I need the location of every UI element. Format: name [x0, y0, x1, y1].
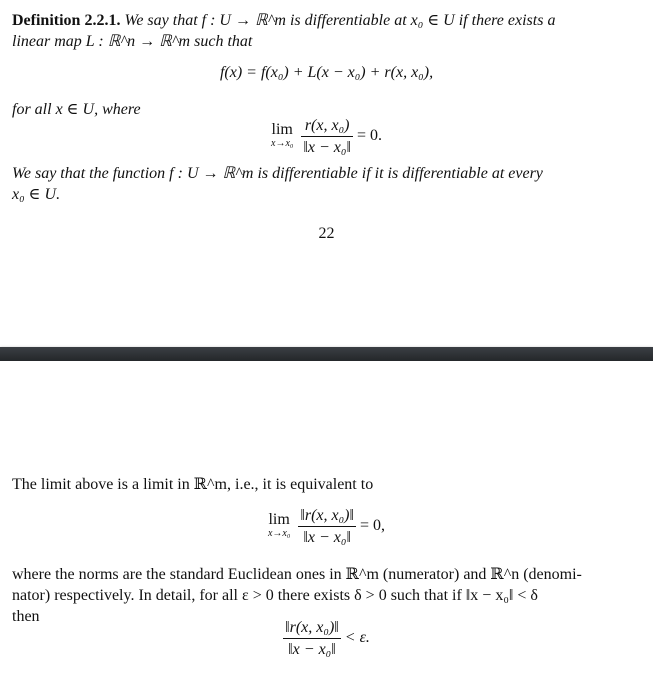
definition-paragraph	[12, 10, 636, 52]
limit-operator	[271, 120, 294, 151]
limit-2-fraction	[298, 506, 356, 547]
for-all-text: for all x ∈ U, where	[12, 101, 141, 118]
definition-label: Definition 2.2.1.	[12, 12, 121, 29]
limit-1-rhs: = 0.	[356, 127, 382, 145]
inequality-rhs: < ε.	[344, 629, 370, 647]
inequality-denominator: ‖x − x₀‖	[288, 641, 336, 658]
limit-2-denominator: ‖x − x₀‖	[303, 529, 351, 546]
limit-2-rhs: = 0,	[359, 517, 386, 535]
definition-text-line-1: We say that f : U → ℝ^m is differentiable at x₀ ∈ U if there exists a	[124, 12, 556, 29]
limit-word: lim	[271, 120, 293, 138]
differentiable-line-2: x₀ ∈ U.	[12, 186, 61, 203]
limit-equation-2	[0, 506, 653, 547]
limit-1-denominator: ‖x − x₀‖	[303, 139, 351, 156]
page-bottom	[0, 361, 653, 673]
limit-subscript: x→x₀	[271, 137, 294, 149]
definition-line-1	[12, 10, 636, 31]
intro-text: The limit above is a limit in ℝ^m, i.e., it is equivalent to	[12, 476, 374, 493]
inequality	[0, 618, 653, 659]
page-separator	[0, 347, 653, 361]
norms-line-1: where the norms are the standard Euclidean ones in ℝ^m (numerator) and ℝ^n (denomi-	[12, 566, 582, 583]
differentiable-paragraph	[12, 163, 636, 205]
limit-2-numerator: ‖r(x, x₀)‖	[298, 506, 356, 527]
inequality-numerator: ‖r(x, x₀)‖	[283, 618, 341, 639]
limit-1-fraction	[301, 116, 353, 157]
differentiable-line-1: We say that the function f : U → ℝ^m is differentiable if it is differentiable at every	[12, 165, 543, 182]
limit-subscript-2: x→x₀	[267, 527, 291, 539]
page-number: 22	[318, 225, 335, 242]
limit-equation-1	[0, 116, 653, 157]
norms-line-2: nator) respectively. In detail, for all ε > 0 there exists δ > 0 such that if ‖x − x₀‖ < δ	[12, 587, 538, 604]
norms-line-3: then	[12, 608, 40, 625]
inequality-fraction	[283, 618, 341, 659]
equation-1: f(x) = f(x₀) + L(x − x₀) + r(x, x₀),	[219, 64, 434, 81]
limit-operator-2	[267, 510, 291, 541]
limit-word-2: lim	[268, 510, 290, 528]
limit-1-numerator: r(x, x₀)	[301, 116, 353, 137]
definition-text-line-2: linear map L : ℝ^n → ℝ^m such that	[12, 33, 253, 50]
